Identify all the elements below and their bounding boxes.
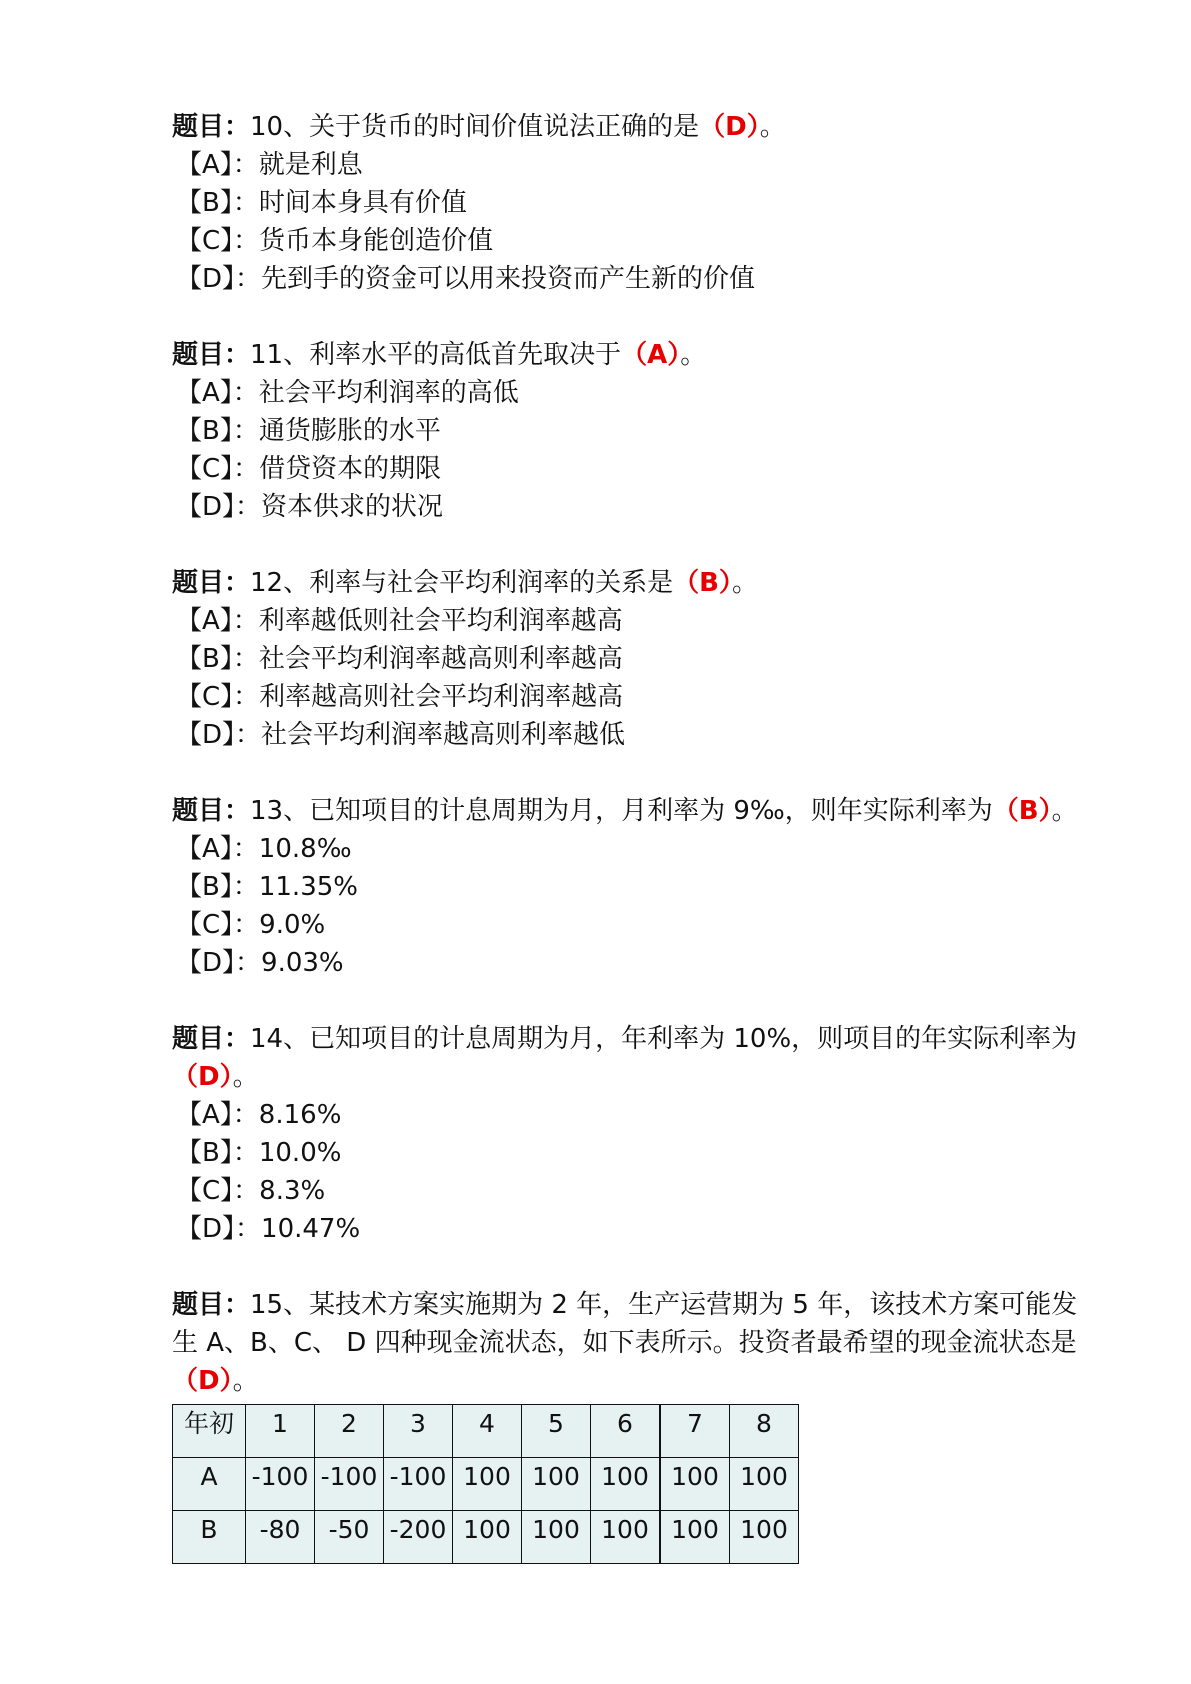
table-header-row [173,1405,799,1458]
option-b: 【B】：10.0% [176,1138,342,1168]
document-page [172,108,1092,1602]
answer-key: （D） [699,112,760,142]
option-b: 【B】：11.35% [176,872,358,902]
question-13 [172,792,1092,982]
question-12 [172,564,1092,754]
option-c: 【C】：借贷资本的期限 [176,454,442,484]
table-cell: A [173,1458,246,1511]
answer-key: （B） [673,568,732,598]
question-stem: 题目：14、已知项目的计息周期为月，年利率为 10%，则项目的年实际利率为（D）。 [172,1024,1078,1092]
answer-key: （D） [172,1062,233,1092]
question-15 [172,1286,1092,1564]
question-text: 14、已知项目的计息周期为月，年利率为 10%，则项目的年实际利率为 [250,1024,1078,1054]
table-cell: 8 [730,1405,799,1458]
option-d: 【D】：9.03% [176,948,344,978]
table-row [173,1511,799,1564]
table-cell: B [173,1511,246,1564]
question-stem: 题目：10、关于货币的时间价值说法正确的是（D）。 [172,112,786,142]
table-cell: 100 [591,1511,661,1564]
table-cell: 100 [660,1458,730,1511]
table-cell: 100 [453,1458,522,1511]
answer-key: （D） [172,1366,233,1396]
question-stem: 题目：11、利率水平的高低首先取决于（A）。 [172,340,707,370]
table-cell: 100 [730,1511,799,1564]
question-label: 题目： [172,112,251,142]
option-a: 【A】：社会平均利润率的高低 [176,378,519,408]
table-row [173,1458,799,1511]
table-cell: 100 [660,1511,730,1564]
option-b: 【B】：通货膨胀的水平 [176,416,441,446]
question-text: 11、利率水平的高低首先取决于 [250,340,622,370]
option-c: 【C】：9.0% [176,910,326,940]
table-cell: 6 [591,1405,661,1458]
table-cell: 2 [315,1405,384,1458]
option-d: 【D】：资本供求的状况 [176,492,444,522]
question-10 [172,108,1092,298]
question-text: 13、已知项目的计息周期为月，月利率为 9‰，则年实际利率为 [250,796,993,826]
option-b: 【B】：时间本身具有价值 [176,188,467,218]
question-label: 题目： [172,796,251,826]
question-label: 题目： [172,340,251,370]
answer-key: （B） [992,796,1052,826]
question-label: 题目： [172,1290,251,1320]
table-cell: 4 [453,1405,522,1458]
table-cell: 100 [522,1511,591,1564]
table-cell: 7 [660,1405,730,1458]
option-a: 【A】：8.16% [176,1100,342,1130]
option-c: 【C】：利率越高则社会平均利润率越高 [176,682,624,712]
table-cell: 年初 [173,1405,246,1458]
question-label: 题目： [172,1024,251,1054]
question-text: 10、关于货币的时间价值说法正确的是 [250,112,700,142]
table-cell: 100 [591,1458,661,1511]
table-cell: 5 [522,1405,591,1458]
table-cell: -100 [384,1458,453,1511]
table-cell: -100 [315,1458,384,1511]
question-stem: 题目：12、利率与社会平均利润率的关系是（B）。 [172,568,758,598]
table-cell: -80 [246,1511,315,1564]
table-cell: 100 [730,1458,799,1511]
option-d: 【D】：先到手的资金可以用来投资而产生新的价值 [176,264,756,294]
question-label: 题目： [172,568,251,598]
question-stem: 题目：13、已知项目的计息周期为月，月利率为 9‰，则年实际利率为（B）。 [172,796,1078,826]
cash-flow-table [172,1404,799,1564]
option-d: 【D】：社会平均利润率越高则利率越低 [176,720,626,750]
table-cell: 100 [453,1511,522,1564]
option-b: 【B】：社会平均利润率越高则利率越高 [176,644,623,674]
question-11 [172,336,1092,526]
answer-key: （A） [621,340,681,370]
table-cell: 1 [246,1405,315,1458]
option-c: 【C】：货币本身能创造价值 [176,226,494,256]
question-text: 12、利率与社会平均利润率的关系是 [250,568,674,598]
question-text: 15、某技术方案实施期为 2 年，生产运营期为 5 年，该技术方案可能发生 A、B、C、 D 四种现金流状态，如下表所示。投资者最希望的现金流状态是 [172,1290,1078,1358]
option-a: 【A】：就是利息 [176,150,363,180]
table-cell: -50 [315,1511,384,1564]
option-a: 【A】：利率越低则社会平均利润率越高 [176,606,623,636]
question-14 [172,1020,1092,1248]
table-cell: -100 [246,1458,315,1511]
option-a: 【A】：10.8‰ [176,834,352,864]
option-d: 【D】：10.47% [176,1214,361,1244]
option-c: 【C】：8.3% [176,1176,326,1206]
table-cell: 3 [384,1405,453,1458]
table-cell: 100 [522,1458,591,1511]
table-cell: -200 [384,1511,453,1564]
question-stem: 题目：15、某技术方案实施期为 2 年，生产运营期为 5 年，该技术方案可能发生 A、B、C、 D 四种现金流状态，如下表所示。投资者最希望的现金流状态是（D）。 [172,1290,1078,1396]
